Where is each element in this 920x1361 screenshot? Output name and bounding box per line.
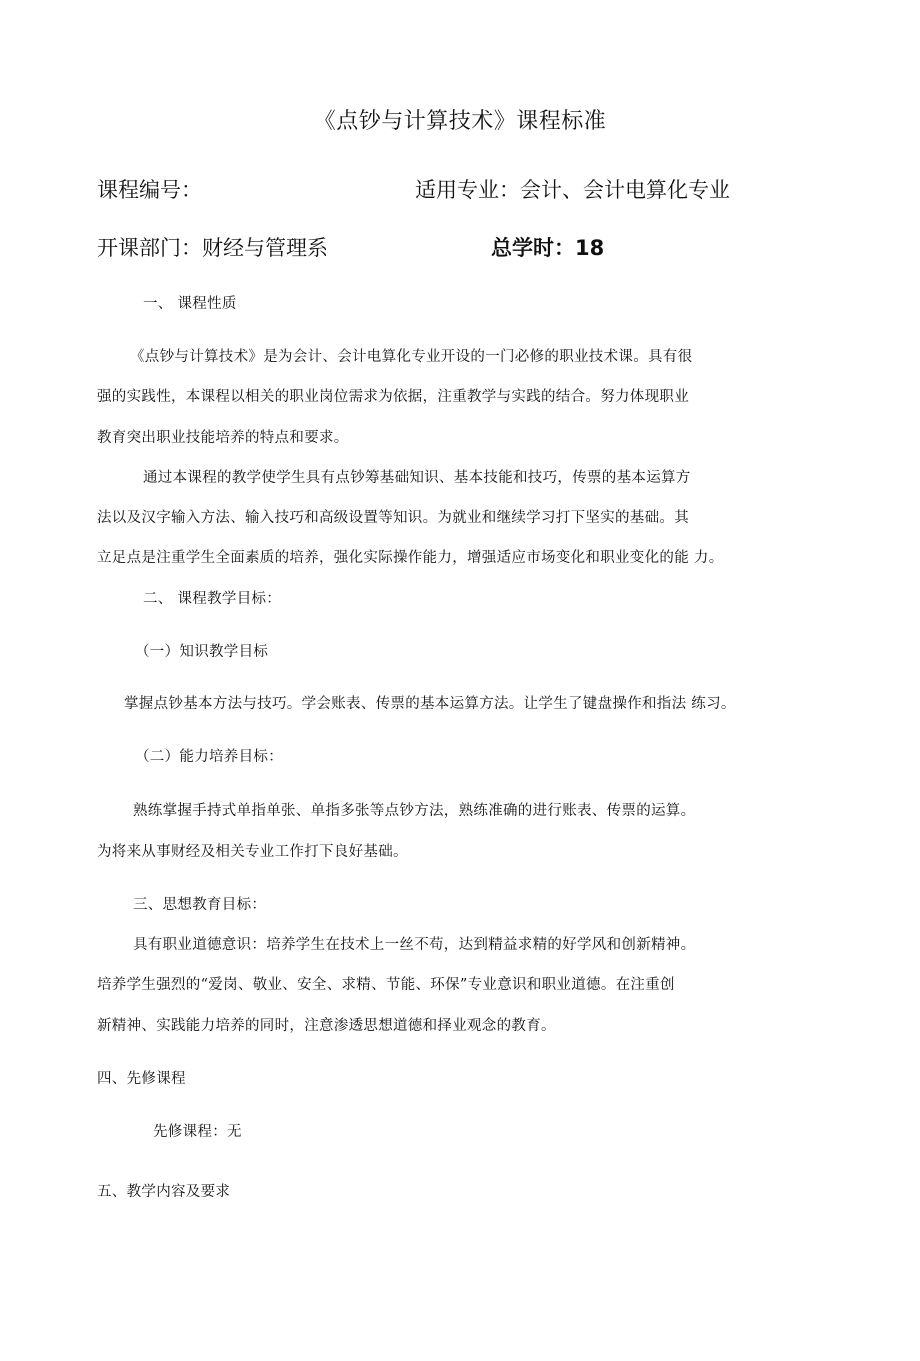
section-1-paragraph-2-line-3: 立足点是注重学生全面素质的培养，强化实际操作能力，增强适应市场变化和职业变化的能 力。 [97, 550, 724, 566]
section-1-paragraph-2-line-2: 法以及汉字输入方法、输入技巧和高级设置等知识。为就业和继续学习打下坚实的基础。其 [97, 510, 689, 526]
section-2-sub-2-text-line-1: 熟练掌握手持式单指单张、单指多张等点钞方法，熟练准确的进行账表、传票的运算。 [133, 803, 696, 819]
section-3-text-line-2: 培养学生强烈的“爱岗、敬业、安全、求精、节能、环保”专业意识和职业道德。在注重创 [97, 977, 675, 993]
section-3-text-line-3: 新精神、实践能力培养的同时，注意渗透思想道德和择业观念的教育。 [97, 1018, 556, 1034]
section-3-text-line-1: 具有职业道德意识：培养学生在技术上一丝不苟，达到精益求精的好学风和创新精神。 [133, 937, 696, 953]
section-2-sub-2-heading: （二）能力培养目标： [135, 749, 283, 765]
section-4-text: 先修课程：无 [153, 1124, 242, 1140]
department: 开课部门：财经与管理系 [97, 236, 328, 260]
course-code-label: 课程编号： [97, 178, 202, 202]
applicable-major: 适用专业：会计、会计电算化专业 [415, 178, 730, 202]
section-1-paragraph-1-line-3: 教育突出职业技能培养的特点和要求。 [97, 430, 349, 446]
section-1-paragraph-1-line-1: 《点钞与计算技术》是为会计、会计电算化专业开设的一门必修的职业技术课。具有很 [130, 349, 693, 365]
section-2-heading: 二、 课程教学目标： [143, 591, 282, 607]
section-2-sub-2-text-line-2: 为将来从事财经及相关专业工作打下良好基础。 [97, 844, 408, 860]
section-5-heading: 五、教学内容及要求 [97, 1184, 231, 1200]
document-title: 《点钞与计算技术》课程标准 [313, 109, 607, 134]
section-2-sub-1-text: 掌握点钞基本方法与技巧。学会账表、传票的基本运算方法。让学生了键盘操作和指法 练习。 [124, 696, 736, 712]
section-1-paragraph-1-line-2: 强的实践性，本课程以相关的职业岗位需求为依据，注重教学与实践的结合。努力体现职业 [97, 389, 689, 405]
section-1-paragraph-2-line-1: 通过本课程的教学使学生具有点钞筹基础知识、基本技能和技巧，传票的基本运算方 [143, 470, 691, 486]
section-4-heading: 四、先修课程 [97, 1071, 186, 1087]
total-hours: 总学时：18 [491, 236, 605, 260]
section-3-heading: 三、思想教育目标： [133, 897, 267, 913]
section-1-heading: 一、 课程性质 [143, 296, 237, 312]
section-2-sub-1-heading: （一）知识教学目标 [135, 644, 269, 660]
